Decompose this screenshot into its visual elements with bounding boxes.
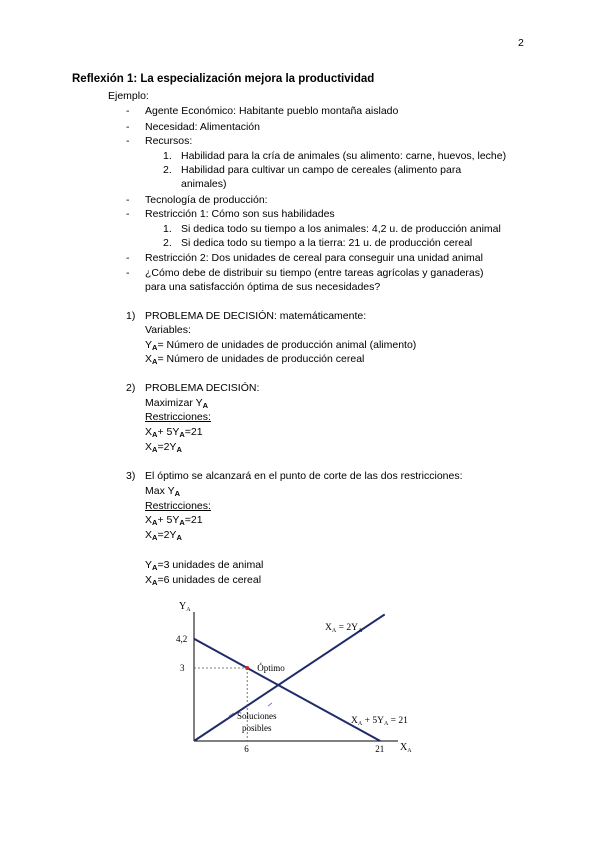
bullet-pregunta-b: para una satisfacción óptima de sus necesidades? [145, 281, 381, 293]
x-tick-label: 6 [244, 744, 249, 754]
restricciones-label: Restricciones: [145, 411, 211, 423]
restriccion-1-1: Si dedica todo su tiempo a los animales: 4,2 u. de producción animal [181, 223, 501, 235]
bullet-tecnologia: Tecnología de producción: [145, 194, 268, 206]
region-label-1: Soluciones [237, 711, 277, 721]
variable-xa: $X_A=$ Número de unidades de producción cereal [145, 353, 365, 366]
section-1-heading: PROBLEMA DE DECISIÓN: matemáticamente: [145, 310, 367, 322]
list-number: 1. [163, 150, 172, 162]
list-number: 2. [163, 237, 172, 249]
bullet-dash: - [126, 121, 130, 133]
max-ya: Max $Y_A$ [145, 485, 181, 498]
series-label-1: $X_A = 2Y_A$ [325, 623, 363, 634]
page-title: Reflexión 1: La especialización mejora la productividad [72, 73, 375, 85]
recurso-2a: Habilidad para cultivar un campo de cereales (alimento para [181, 164, 462, 176]
recurso-2b: animales) [181, 178, 227, 190]
region-label-2: posibles [242, 723, 272, 733]
variables-label: Variables: [145, 324, 191, 336]
section-3-heading: El óptimo se alcanzará en el punto de corte de las dos restricciones: [145, 470, 463, 482]
optimum-point [245, 666, 249, 670]
list-number: 2. [163, 164, 172, 176]
series-label-2: $X_A + 5Y_A = 21$ [351, 716, 408, 727]
x-tick-label: 21 [375, 744, 385, 754]
equation-2: $X_A=2Y_A$ [145, 529, 182, 542]
page-number: 2 [518, 37, 524, 49]
optimum-label: Óptimo [257, 662, 285, 673]
recurso-1: Habilidad para la cría de animales (su alimento: carne, huevos, leche) [181, 150, 507, 162]
bullet-dash: - [126, 135, 130, 147]
section-number: 1) [126, 310, 136, 322]
bullet-necesidad: Necesidad: Alimentación [145, 121, 260, 133]
bullet-recursos: Recursos: [145, 135, 193, 147]
example-label: Ejemplo: [108, 90, 149, 102]
result-ya: $Y_A=3$ unidades de animal [145, 559, 264, 572]
y-tick-label: 4,2 [176, 633, 188, 644]
equation-1: $X_A+ 5Y_A=21$ [145, 514, 203, 527]
section-number: 3) [126, 470, 136, 482]
bullet-agente: Agente Económico: Habitante pueblo montaña aislado [145, 105, 399, 117]
bullet-pregunta-a: ¿Cómo debe de distribuir su tiempo (entre tareas agrícolas y ganaderas) [145, 267, 484, 279]
maximize-ya: Maximizar $Y_A$ [145, 397, 208, 410]
section-2-heading: PROBLEMA DECISIÓN: [145, 382, 260, 394]
y-tick-label: 3 [180, 662, 185, 673]
section-number: 2) [126, 382, 136, 394]
region-arrow [268, 703, 272, 706]
x-axis-label: $X_A$ [400, 742, 412, 754]
bullet-dash: - [126, 267, 130, 279]
result-xa: $X_A=6$ unidades de cereal [145, 574, 262, 587]
restricciones-label: Restricciones: [145, 500, 211, 512]
y-axis-label: $Y_A$ [179, 601, 191, 613]
equation-1: $X_A+ 5Y_A=21$ [145, 426, 203, 439]
bullet-dash: - [126, 194, 130, 206]
equation-2: $X_A=2Y_A$ [145, 441, 182, 454]
bullet-dash: - [126, 208, 130, 220]
bullet-dash: - [126, 252, 130, 264]
bullet-restriccion-1: Restricción 1: Cómo son sus habilidades [145, 208, 335, 220]
bullet-restriccion-2: Restricción 2: Dos unidades de cereal para conseguir una unidad animal [145, 252, 483, 264]
list-number: 1. [163, 223, 172, 235]
restriccion-1-2: Si dedica todo su tiempo a la tierra: 21 u. de producción cereal [181, 237, 473, 249]
variable-ya: $Y_A=$ Número de unidades de producción animal (alimento) [145, 339, 417, 352]
bullet-dash: - [126, 105, 130, 117]
